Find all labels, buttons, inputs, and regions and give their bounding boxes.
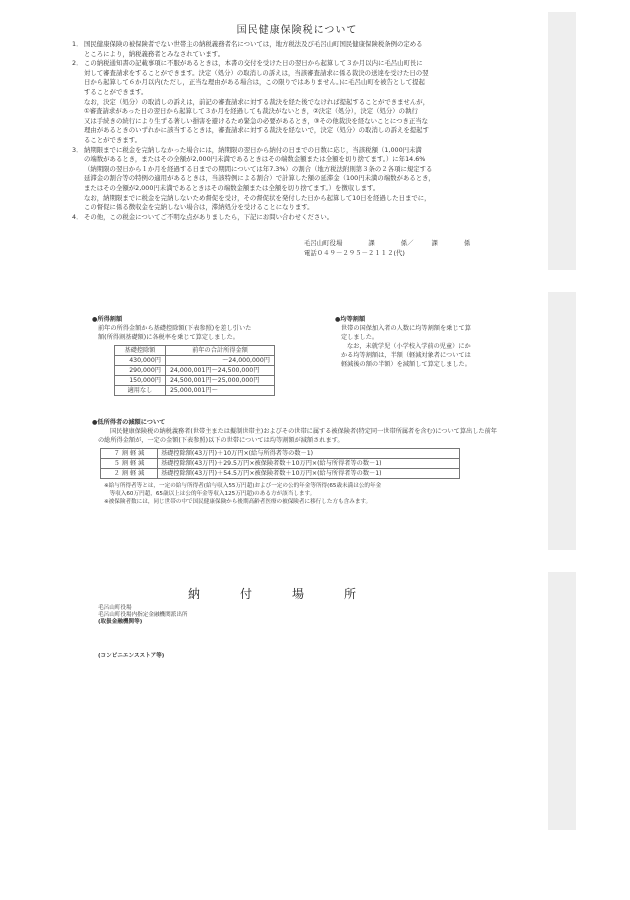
table-cell: 150,000円 bbox=[115, 376, 166, 386]
reduction-notes: ※給与所得者等とは，一定の給与所得者(給与収入55万円超)および一定の公的年金等所得(65歳未満は公的年金 等収入60万円超，65歳以上は公的年金等収入125万円超)のある方が該当します。 ※被保険者数には，同じ世帯の中で国民健康保険から後期高齢者医療の被保険者に移行した方も含みます。 bbox=[104, 483, 382, 505]
table-cell: 基礎控除額(43万円)＋54.5万円×被保険者数＋10万円×(給与所得者等の数－1) bbox=[158, 469, 460, 479]
item-text: その他，この税金についてご不明な点がありましたら，下記にお問い合わせください。 bbox=[84, 212, 334, 221]
bank-label: (取扱金融機関等) bbox=[98, 619, 143, 625]
title-char: 所 bbox=[344, 587, 357, 601]
income-levy-heading: ●所得割額 bbox=[92, 316, 123, 323]
income-levy-text: 前年の所得金額から基礎控除額(下表参照)を差し引いた 額(所得割基礎額)に各税率を乗じて算定しました。 bbox=[98, 325, 252, 341]
table-row bbox=[101, 459, 460, 469]
side-strip-top bbox=[548, 12, 576, 270]
notice-item-1 bbox=[72, 40, 522, 59]
table-header-income: 前年の合計所得金額 bbox=[166, 346, 275, 356]
table-cell: 基礎控除額(43万円)＋29.5万円×被保険者数＋10万円×(給与所得者等の数－1) bbox=[158, 459, 460, 469]
item-number: 4． bbox=[72, 212, 83, 221]
item-number: 2． bbox=[72, 59, 83, 68]
item-text: 国民健康保険の被保険者でない世帯主の納税義務者名については，地方税法及び毛呂山町国民健康保険税条例の定める ところにより，納税義務者とみなされています。 bbox=[84, 40, 423, 58]
table-cell: ～24,000,000円 bbox=[166, 356, 275, 366]
notice-item-3-sub: なお，納期限までに税金を完納しないため督促を受け，その督促状を発付した日から起算して10日を経過した日までに， この督促に係る徴収金を完納しない場合は，滞納処分を受けることになります。 bbox=[84, 193, 431, 212]
notice-item-3 bbox=[72, 146, 522, 194]
title-char: 納 bbox=[188, 587, 201, 601]
payment-place-town-office: 毛呂山町役場 bbox=[98, 605, 132, 611]
title-char: 付 bbox=[240, 587, 253, 601]
table-header-deduction: 基礎控除額 bbox=[115, 346, 166, 356]
payment-place-bank-branch: 毛呂山町役場内指定金融機関派出所 bbox=[98, 612, 188, 618]
table-row bbox=[115, 386, 275, 396]
title-char: 場 bbox=[292, 587, 305, 601]
contact-office-row bbox=[304, 238, 470, 248]
side-strip-middle bbox=[548, 292, 576, 550]
table-row bbox=[115, 366, 275, 376]
document-title: 国民健康保険税について bbox=[236, 25, 358, 36]
notice-item-2-sub: なお，決定（処分）の取消しの訴えは，前記の審査請求に対する裁決を経た後でなければ提起することができませんが， ①審査請求があった日の翌日から起算して３か月を経過しても裁決がないとき，②決定（処分），決定（処分）の執行 又は手続きの続行により生ずる著しい損害を避けるため緊急の必要があるとき，③その他裁決を経ないことにつき正当な 理由があるときのいずれかに該当するときは，審査請求に対する裁決を経ないで，決定（処分）の取消しの訴えを提起す ることができます。 bbox=[84, 97, 430, 144]
table-row bbox=[101, 449, 460, 459]
item-text: この納税通知書の記載事項に不服があるときは，本書の交付を受けた日の翌日から起算して３か月以内に毛呂山町長に 対して審査請求をすることができます。決定（処分）の取消しの訴えは，当該審査請求に係る裁決の送達を受けた日の翌 日から起算して６か月以内(ただし，正当な理由がある場合は，この限りではありません。)に毛呂山町を被告として提起 することができます。 bbox=[84, 59, 429, 96]
table-cell: 24,000,001円～24,500,000円 bbox=[166, 366, 275, 376]
table-cell: 24,500,001円～25,000,000円 bbox=[166, 376, 275, 386]
notice-section bbox=[72, 24, 522, 222]
payment-places bbox=[98, 605, 188, 626]
item-text: 納期限までに税金を完納しなかった場合には，納期限の翌日から納付の日までの日数に応じ，当該税額（1,000円未満 の端数があるとき，またはその全額が2,000円未満であるときはその端数金額または全額を切り捨てます。）に年14.6% （納期限の翌日から１か月を経過する日までの期間については年7.3%）の割合（地方税法附則第３条の２各項に規定する 延滞金の割合等の特例の適用があるときは，当該特例による割合）で計算した額の延滞金（100円未満の端数があるとき， またはその全額が2,000円未満であるときはその端数金額または全額を切り捨てます。）を徴収します。 bbox=[84, 145, 435, 192]
low-income-heading: ●低所得者の減額について bbox=[92, 419, 166, 426]
table-cell: 430,000円 bbox=[115, 356, 166, 366]
income-levy-block bbox=[92, 315, 312, 396]
contact-office: 毛呂山町役場 bbox=[304, 239, 343, 247]
notice-item-4 bbox=[72, 213, 522, 223]
equal-levy-note: なお，未就学児（小学校入学前の児童）にかかる均等割額は，半額（軽減対象者については軽減後の額の半額）を減額して算定しました。 bbox=[341, 343, 471, 368]
notice-item-2 bbox=[72, 59, 522, 97]
table-cell: 適用なし bbox=[115, 386, 166, 396]
contact-section: 係／ bbox=[400, 239, 414, 247]
table-cell: 基礎控除額(43万円)＋10万円×(給与所得者等の数－1) bbox=[158, 449, 460, 459]
table-row bbox=[101, 469, 460, 479]
payment-place-title bbox=[188, 585, 356, 602]
table-cell: ２ 割 軽 減 bbox=[101, 469, 158, 479]
table-header-row bbox=[115, 346, 275, 356]
side-strip-bottom bbox=[548, 572, 576, 830]
contact-block bbox=[304, 238, 470, 258]
convenience-store-label: (コンビニエンスストア等) bbox=[98, 653, 165, 659]
low-income-reduction-block bbox=[92, 418, 502, 506]
equal-levy-block bbox=[335, 315, 475, 369]
contact-dept-2: 課 bbox=[431, 239, 438, 247]
item-number: 1． bbox=[72, 40, 83, 48]
low-income-text: 国民健康保険税の納税義務者(世帯主または擬制世帯主)およびその世帯に属する被保険者(特定同一世帯所属者を含む)について算出した前年の総所得金額が，一定の金額(下表参照)以下の世帯については均等割額が減額されます。 bbox=[98, 428, 497, 444]
table-cell: ７ 割 軽 減 bbox=[101, 449, 158, 459]
equal-levy-heading: ●均等割額 bbox=[335, 316, 366, 323]
contact-dept: 課 bbox=[368, 239, 375, 247]
contact-phone: 電話０４９－２９５－２１１２(代) bbox=[304, 249, 405, 257]
equal-levy-text: 世帯の国保加入者の人数に均等割額を乗じて算定しました。 bbox=[341, 325, 471, 341]
reduction-table bbox=[100, 448, 460, 479]
table-row bbox=[115, 356, 275, 366]
item-number: 3． bbox=[72, 145, 83, 154]
table-cell: 25,000,001円～ bbox=[166, 386, 275, 396]
table-row bbox=[115, 376, 275, 386]
basic-deduction-table bbox=[114, 345, 275, 396]
table-cell: 290,000円 bbox=[115, 366, 166, 376]
table-cell: ５ 割 軽 減 bbox=[101, 459, 158, 469]
contact-section-2: 係 bbox=[463, 239, 471, 247]
